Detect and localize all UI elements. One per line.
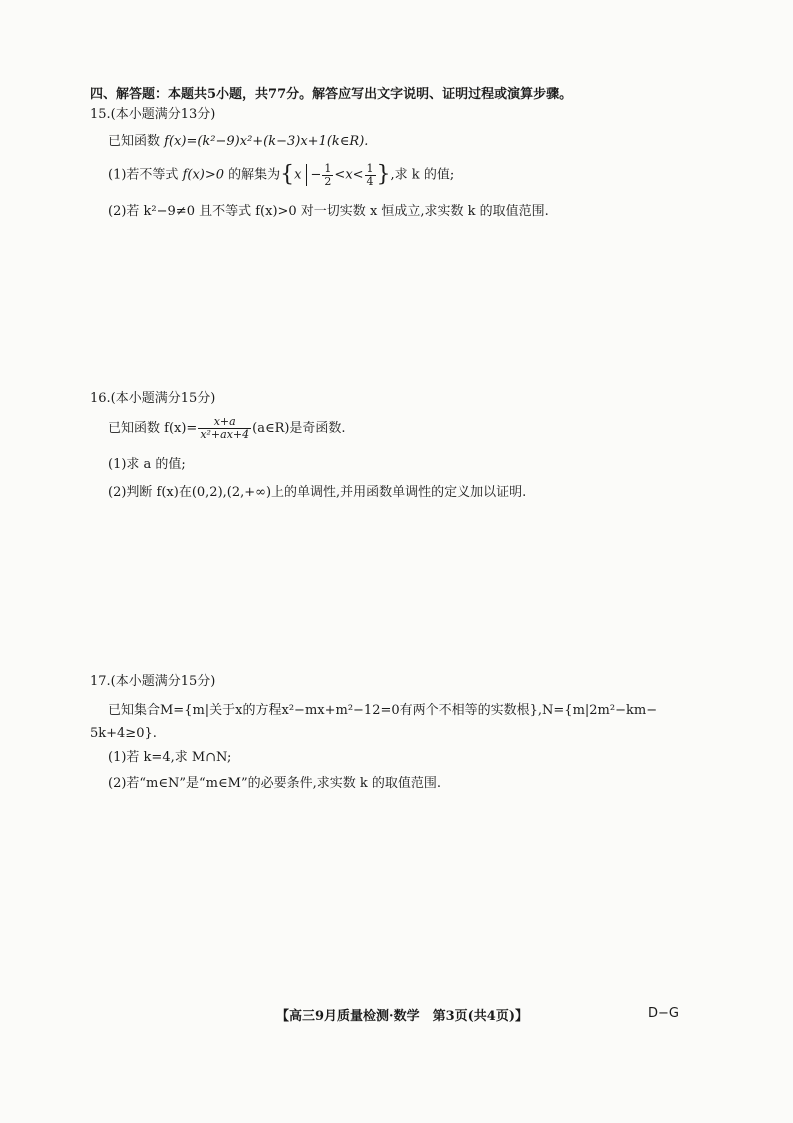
fraction-one-quarter [365, 163, 376, 188]
q15-p1-text-c: 的解集为 [228, 167, 281, 183]
q17-part2: (2)若“m∈N”是“m∈M”的必要条件,求实数 k 的取值范围. [108, 776, 441, 791]
q15-p1-text-d: ,求 k 的值; [390, 167, 455, 183]
q15-part1 [108, 162, 454, 189]
q15-stem [108, 133, 368, 151]
section-heading: 四、解答题：本题共5小题，共77分。解答应写出文字说明、证明过程或演算步骤。 [90, 87, 573, 102]
frac1-den: 2 [324, 174, 332, 188]
set-bar [306, 164, 307, 186]
right-brace: } [376, 162, 391, 187]
set-variable: x [294, 167, 302, 183]
page-footer: 【高三9月质量检测·数学 第3页(共4页)】 [276, 1009, 528, 1024]
q15-part2: (2)若 k²−9≠0 且不等式 f(x)>0 对一切实数 x 恒成立,求实数 k 的取值范围. [108, 204, 549, 219]
minus-sign: − [310, 167, 322, 183]
q15-title: 15.(本小题满分13分) [90, 107, 216, 122]
q16-fraction [198, 416, 251, 441]
q17-stem-line2: 5k+4≥0}. [90, 726, 157, 741]
q15-p1-ineq: f(x)>0 [182, 167, 225, 183]
q15-stem-text: 已知函数 [108, 134, 161, 149]
q17-stem-line1: 已知集合M={m|关于x的方程x²−mx+m²−12=0有两个不相等的实数根},N={m|2m²−km− [108, 703, 658, 718]
frac2-num: 1 [366, 161, 374, 175]
q15-function: f(x)=(k²−9)x²+(k−3)x+1(k∈R). [164, 134, 369, 149]
q15-p1-mid: <x< [334, 167, 364, 183]
q16-stem [108, 414, 346, 444]
q16-stem-b: (a∈R)是奇函数. [252, 421, 346, 436]
paper-code: D−G [648, 1006, 679, 1021]
left-brace: { [280, 162, 295, 187]
q16-part2: (2)判断 f(x)在(0,2),(2,+∞)上的单调性,并用函数单调性的定义加以证明. [108, 485, 527, 500]
q16-stem-a: 已知函数 f(x)= [108, 421, 198, 436]
q15-p1-text-a: (1)若不等式 [108, 167, 179, 183]
fraction-one-half [322, 163, 333, 188]
frac1-num: 1 [324, 161, 332, 175]
q17-title: 17.(本小题满分15分) [90, 674, 216, 689]
frac2-den: 4 [366, 174, 374, 188]
q17-part1: (1)若 k=4,求 M∩N; [108, 750, 232, 765]
q16-part1: (1)求 a 的值; [108, 457, 186, 472]
q16-frac-num: x+a [198, 416, 251, 429]
q16-frac-den: x²+ax+4 [200, 428, 250, 441]
q16-title: 16.(本小题满分15分) [90, 391, 216, 406]
